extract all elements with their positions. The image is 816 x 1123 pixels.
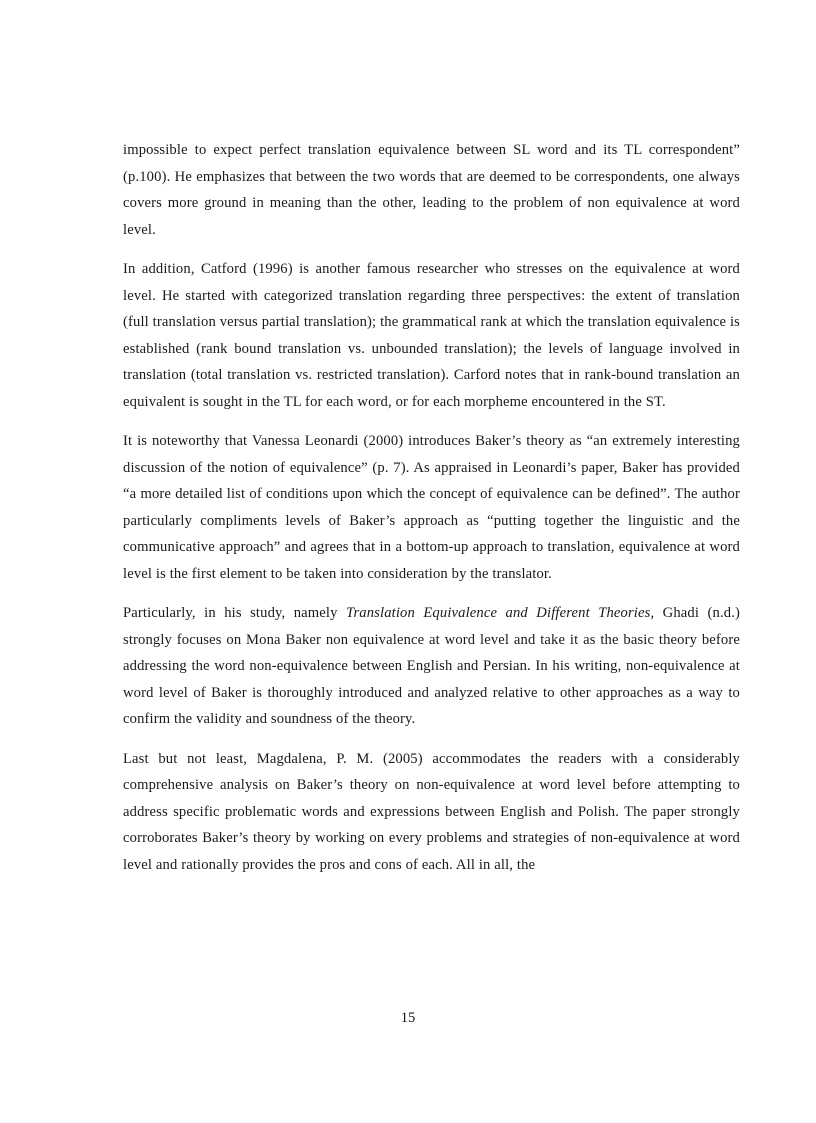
paragraph-4-work-title: Translation Equivalence and Different Theories	[346, 605, 651, 621]
paragraph-5: Last but not least, Magdalena, P. M. (2005) accommodates the readers with a considerably comprehensive analysis on Baker’s theory on non-equivalence at word level before attempting to address specific problematic words and expressions between English and Polish. The paper strongly corroborates Baker’s theory by working on every problems and strategies of non-equivalence at word level and rationally provides the pros and cons of each. All in all, the	[123, 750, 740, 873]
paragraph-4-segment-tail: , Ghadi (n.d.) strongly focuses on Mona Baker non equivalence at word level and take it as the basic theory before addressing the word non-equivalence between English and Persian. In his writing, non-equivalence at word level of Baker is thoroughly introduced and analyzed relative to other approaches as a way to confirm the validity and soundness of the theory.	[123, 605, 741, 727]
page-number: 15	[400, 1010, 416, 1026]
paragraph-2: In addition, Catford (1996) is another famous researcher who stresses on the equivalence at word level. He started with categorized translation regarding three perspectives: the extent of translation (full translation versus partial translation); the grammatical rank at which the translation equivalence is established (rank bound translation vs. unbounded translation); the levels of language involved in translation (total translation vs. restricted translation). Carford notes that in rank-bound translation an equivalent is sought in the TL for each word, or for each morpheme encountered in the ST.	[123, 261, 740, 410]
paragraph-3: It is noteworthy that Vanessa Leonardi (2000) introduces Baker’s theory as “an extremely interesting discussion of the notion of equivalence” (p. 7). As appraised in Leonardi’s paper, Baker has provided “a more detailed list of conditions upon which the concept of equivalence can be defined”. The author particularly compliments levels of Baker’s approach as “putting together the linguistic and the communicative approach” and agrees that in a bottom-up approach to translation, equivalence at word level is the first element to be taken into consideration by the translator.	[123, 433, 740, 582]
paragraph-4	[123, 600, 740, 733]
paragraph-1: impossible to expect perfect translation equivalence between SL word and its TL correspondent” (p.100). He emphasizes that between the two words that are deemed to be correspondents, one always covers more ground in meaning than the other, leading to the problem of non equivalence at word level.	[123, 142, 740, 238]
paragraph-4-segment-lead: Particularly, in his study, namely	[123, 605, 347, 621]
body-text-column	[123, 137, 740, 878]
